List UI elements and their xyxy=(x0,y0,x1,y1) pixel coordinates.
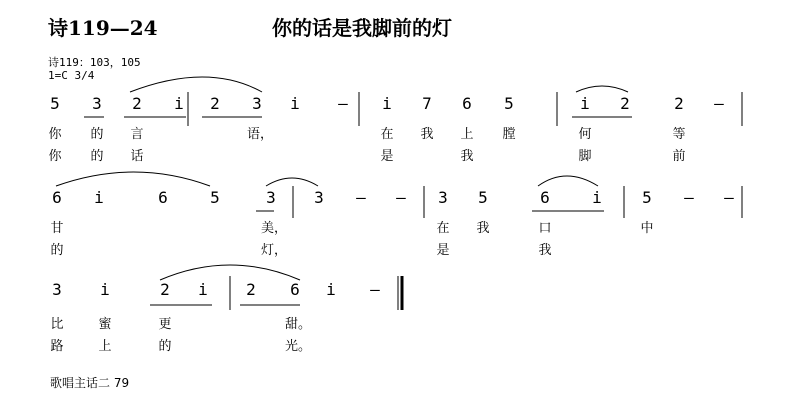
lyric-syllable: 你 xyxy=(48,149,62,164)
note: i xyxy=(382,94,392,113)
lyric-syllable: 的 xyxy=(50,243,64,258)
lyric-syllable: 膛 xyxy=(502,127,516,142)
note: – xyxy=(684,188,694,207)
lyric-syllable: 路 xyxy=(50,339,64,354)
slur xyxy=(266,178,318,186)
note: i xyxy=(174,94,184,113)
note: i xyxy=(290,94,300,113)
lyric-syllable: 口 xyxy=(538,221,552,236)
note: i xyxy=(100,280,110,299)
note: 7 xyxy=(422,94,432,113)
note: – xyxy=(724,188,734,207)
lyric-syllable: 的 xyxy=(90,127,104,142)
note: 2 xyxy=(246,280,256,299)
lyric-syllable: 我 xyxy=(460,149,474,164)
note: 3 xyxy=(92,94,102,113)
note: 2 xyxy=(210,94,220,113)
lyric-syllable: 的 xyxy=(90,149,104,164)
note: 5 xyxy=(210,188,220,207)
lyric-syllable: 甘 xyxy=(50,221,64,236)
lyric-syllable: 语， xyxy=(247,127,274,142)
lyric-syllable: 在 xyxy=(436,221,450,236)
lyric-syllable: 何 xyxy=(578,127,592,142)
lyric-syllable: 的 xyxy=(158,339,172,354)
note: 3 xyxy=(438,188,448,207)
song-title: 你的话是我脚前的灯 xyxy=(272,16,452,40)
note: 2 xyxy=(620,94,630,113)
lyric-syllable: 你 xyxy=(48,127,62,142)
key-signature: 1=C 3/4 xyxy=(48,69,95,82)
note: 3 xyxy=(52,280,62,299)
lyric-syllable: 话 xyxy=(130,149,144,164)
note: 5 xyxy=(50,94,60,113)
note: 5 xyxy=(478,188,488,207)
note: i xyxy=(94,188,104,207)
slur xyxy=(130,77,262,92)
note: 2 xyxy=(132,94,142,113)
note: 5 xyxy=(504,94,514,113)
lyric-syllable: 我 xyxy=(420,127,434,142)
lyric-syllable: 光。 xyxy=(285,339,312,354)
lyric-syllable: 上 xyxy=(98,339,112,354)
note: – xyxy=(396,188,406,207)
note: 3 xyxy=(252,94,262,113)
note: i xyxy=(326,280,336,299)
slur xyxy=(538,176,598,186)
note: 6 xyxy=(462,94,472,113)
note: 3 xyxy=(266,188,276,207)
note: i xyxy=(198,280,208,299)
footer-source: 歌唱主话二 79 xyxy=(50,376,130,390)
lyric-syllable: 更 xyxy=(158,317,172,332)
lyric-syllable: 是 xyxy=(436,243,450,258)
scripture-reference: 诗119：103，105 xyxy=(48,56,141,69)
note: 2 xyxy=(674,94,684,113)
lyric-syllable: 美， xyxy=(261,221,288,236)
lyric-syllable: 我 xyxy=(476,221,490,236)
lyric-syllable: 是 xyxy=(380,149,394,164)
note: – xyxy=(714,94,724,113)
hymn-number: 诗119—24 xyxy=(48,16,158,40)
lyric-syllable: 言 xyxy=(130,127,144,142)
note: 3 xyxy=(314,188,324,207)
slur xyxy=(56,172,210,186)
lyric-syllable: 我 xyxy=(538,243,552,258)
slur xyxy=(576,86,628,92)
note: – xyxy=(356,188,366,207)
lyric-syllable: 中 xyxy=(640,221,654,236)
lyric-syllable: 脚 xyxy=(578,149,592,164)
lyric-syllable: 甜。 xyxy=(285,317,312,332)
note: 5 xyxy=(642,188,652,207)
note: 2 xyxy=(160,280,170,299)
note: 6 xyxy=(540,188,550,207)
note: 6 xyxy=(158,188,168,207)
lyric-syllable: 上 xyxy=(460,127,474,142)
lyric-syllable: 灯， xyxy=(261,243,288,258)
note: i xyxy=(580,94,590,113)
note: – xyxy=(338,94,348,113)
lyric-syllable: 等 xyxy=(672,127,686,142)
note: – xyxy=(370,280,380,299)
lyric-syllable: 蜜 xyxy=(98,317,112,332)
lyric-syllable: 比 xyxy=(50,317,64,332)
lyric-syllable: 在 xyxy=(380,127,394,142)
note: 6 xyxy=(290,280,300,299)
note: 6 xyxy=(52,188,62,207)
lyric-syllable: 前 xyxy=(672,149,686,164)
note: i xyxy=(592,188,602,207)
